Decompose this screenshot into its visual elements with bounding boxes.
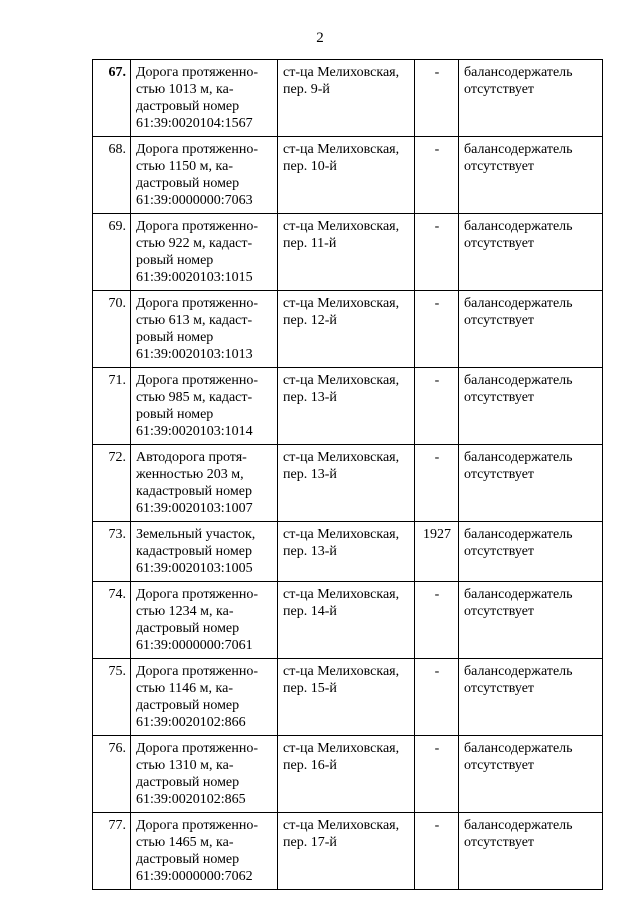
address-cell-line: пер. 10-й bbox=[283, 159, 337, 174]
object-name-cell-line: Дорога протяженно- bbox=[136, 65, 259, 80]
object-name-cell-line: 61:39:0000000:7062 bbox=[136, 869, 253, 884]
table-row bbox=[93, 137, 603, 214]
object-name-cell-line: стью 1234 м, ка- bbox=[136, 604, 234, 619]
address-cell bbox=[278, 445, 415, 522]
holder-cell-line: балансодержатель bbox=[464, 818, 573, 833]
row-number: 72. bbox=[93, 445, 131, 522]
holder-cell-line: отсутствует bbox=[464, 82, 535, 97]
row-number: 76. bbox=[93, 736, 131, 813]
address-cell-line: ст-ца Мелиховская, bbox=[283, 65, 400, 80]
object-name-cell-line: Дорога протяженно- bbox=[136, 664, 259, 679]
area-cell: - bbox=[415, 137, 459, 214]
holder-cell bbox=[459, 813, 603, 890]
object-name-cell-line: стью 1146 м, ка- bbox=[136, 681, 233, 696]
object-name-cell bbox=[131, 60, 278, 137]
address-cell-line: ст-ца Мелиховская, bbox=[283, 142, 400, 157]
object-name-cell-line: 61:39:0000000:7061 bbox=[136, 638, 253, 653]
object-name-cell-line: ровый номер bbox=[136, 253, 214, 268]
holder-cell bbox=[459, 60, 603, 137]
object-name-cell-line: дастровый номер bbox=[136, 621, 240, 636]
holder-cell-line: отсутствует bbox=[464, 681, 535, 696]
object-name-cell-line: Дорога протяженно- bbox=[136, 741, 259, 756]
holder-cell-line: отсутствует bbox=[464, 313, 535, 328]
holder-cell-line: отсутствует bbox=[464, 467, 535, 482]
object-name-cell bbox=[131, 291, 278, 368]
holder-cell-line: отсутствует bbox=[464, 236, 535, 251]
address-cell-line: пер. 16-й bbox=[283, 758, 337, 773]
holder-cell bbox=[459, 522, 603, 582]
address-cell bbox=[278, 368, 415, 445]
registry-table-body bbox=[93, 60, 603, 890]
object-name-cell-line: 61:39:0020103:1005 bbox=[136, 561, 253, 576]
object-name-cell-line: стью 1150 м, ка- bbox=[136, 159, 233, 174]
holder-cell-line: отсутствует bbox=[464, 390, 535, 405]
table-row bbox=[93, 582, 603, 659]
address-cell-line: пер. 17-й bbox=[283, 835, 337, 850]
holder-cell-line: отсутствует bbox=[464, 159, 535, 174]
area-cell: - bbox=[415, 368, 459, 445]
object-name-cell-line: 61:39:0020103:1014 bbox=[136, 424, 253, 439]
object-name-cell-line: Дорога протяженно- bbox=[136, 219, 259, 234]
object-name-cell-line: 61:39:0000000:7063 bbox=[136, 193, 253, 208]
address-cell bbox=[278, 736, 415, 813]
row-number: 70. bbox=[93, 291, 131, 368]
area-cell: - bbox=[415, 813, 459, 890]
address-cell-line: ст-ца Мелиховская, bbox=[283, 373, 400, 388]
row-number: 69. bbox=[93, 214, 131, 291]
holder-cell-line: отсутствует bbox=[464, 544, 535, 559]
address-cell-line: пер. 15-й bbox=[283, 681, 337, 696]
table-row bbox=[93, 736, 603, 813]
holder-cell bbox=[459, 137, 603, 214]
area-cell: - bbox=[415, 582, 459, 659]
row-number: 71. bbox=[93, 368, 131, 445]
object-name-cell-line: ровый номер bbox=[136, 330, 214, 345]
area-cell: - bbox=[415, 445, 459, 522]
holder-cell-line: балансодержатель bbox=[464, 527, 573, 542]
object-name-cell-line: 61:39:0020102:865 bbox=[136, 792, 246, 807]
address-cell bbox=[278, 60, 415, 137]
holder-cell-line: балансодержатель bbox=[464, 450, 573, 465]
object-name-cell-line: Дорога протяженно- bbox=[136, 373, 259, 388]
row-number: 75. bbox=[93, 659, 131, 736]
address-cell-line: пер. 13-й bbox=[283, 544, 337, 559]
holder-cell-line: отсутствует bbox=[464, 758, 535, 773]
holder-cell bbox=[459, 368, 603, 445]
holder-cell bbox=[459, 291, 603, 368]
address-cell-line: пер. 13-й bbox=[283, 390, 337, 405]
holder-cell-line: балансодержатель bbox=[464, 664, 573, 679]
holder-cell bbox=[459, 582, 603, 659]
object-name-cell-line: кадастровый номер bbox=[136, 544, 252, 559]
table-row bbox=[93, 214, 603, 291]
object-name-cell-line: дастровый номер bbox=[136, 99, 240, 114]
object-name-cell bbox=[131, 582, 278, 659]
address-cell-line: ст-ца Мелиховская, bbox=[283, 450, 400, 465]
area-cell: 1927 bbox=[415, 522, 459, 582]
address-cell bbox=[278, 291, 415, 368]
object-name-cell-line: стью 1465 м, ка- bbox=[136, 835, 234, 850]
holder-cell-line: отсутствует bbox=[464, 835, 535, 850]
object-name-cell-line: дастровый номер bbox=[136, 176, 240, 191]
table-row bbox=[93, 522, 603, 582]
object-name-cell-line: кадастровый номер bbox=[136, 484, 252, 499]
address-cell-line: ст-ца Мелиховская, bbox=[283, 664, 400, 679]
table-row bbox=[93, 291, 603, 368]
object-name-cell bbox=[131, 368, 278, 445]
object-name-cell bbox=[131, 522, 278, 582]
table-row bbox=[93, 60, 603, 137]
holder-cell bbox=[459, 659, 603, 736]
address-cell-line: пер. 14-й bbox=[283, 604, 337, 619]
address-cell-line: пер. 13-й bbox=[283, 467, 337, 482]
object-name-cell-line: дастровый номер bbox=[136, 852, 240, 867]
object-name-cell-line: 61:39:0020102:866 bbox=[136, 715, 246, 730]
object-name-cell-line: стью 922 м, кадаст- bbox=[136, 236, 253, 251]
object-name-cell-line: 61:39:0020103:1013 bbox=[136, 347, 253, 362]
table-row bbox=[93, 813, 603, 890]
object-name-cell bbox=[131, 214, 278, 291]
address-cell bbox=[278, 659, 415, 736]
object-name-cell-line: женностью 203 м, bbox=[136, 467, 244, 482]
table-row bbox=[93, 659, 603, 736]
area-cell: - bbox=[415, 736, 459, 813]
address-cell bbox=[278, 214, 415, 291]
address-cell-line: ст-ца Мелиховская, bbox=[283, 527, 400, 542]
object-name-cell-line: Дорога протяженно- bbox=[136, 818, 259, 833]
holder-cell-line: балансодержатель bbox=[464, 373, 573, 388]
holder-cell-line: балансодержатель bbox=[464, 587, 573, 602]
area-cell: - bbox=[415, 659, 459, 736]
address-cell-line: пер. 12-й bbox=[283, 313, 337, 328]
object-name-cell-line: дастровый номер bbox=[136, 698, 240, 713]
address-cell-line: пер. 11-й bbox=[283, 236, 337, 251]
object-name-cell-line: стью 1310 м, ка- bbox=[136, 758, 234, 773]
address-cell bbox=[278, 813, 415, 890]
address-cell-line: ст-ца Мелиховская, bbox=[283, 296, 400, 311]
object-name-cell-line: Дорога протяженно- bbox=[136, 142, 259, 157]
holder-cell-line: балансодержатель bbox=[464, 219, 573, 234]
address-cell bbox=[278, 522, 415, 582]
property-registry-table bbox=[92, 59, 603, 890]
address-cell bbox=[278, 582, 415, 659]
table-row bbox=[93, 368, 603, 445]
holder-cell bbox=[459, 736, 603, 813]
holder-cell bbox=[459, 445, 603, 522]
object-name-cell-line: ровый номер bbox=[136, 407, 214, 422]
object-name-cell bbox=[131, 813, 278, 890]
object-name-cell-line: стью 985 м, кадаст- bbox=[136, 390, 253, 405]
holder-cell-line: отсутствует bbox=[464, 604, 535, 619]
object-name-cell-line: стью 1013 м, ка- bbox=[136, 82, 234, 97]
row-number: 67. bbox=[93, 60, 131, 137]
address-cell-line: ст-ца Мелиховская, bbox=[283, 587, 400, 602]
area-cell: - bbox=[415, 60, 459, 137]
object-name-cell-line: 61:39:0020103:1007 bbox=[136, 501, 253, 516]
row-number: 73. bbox=[93, 522, 131, 582]
object-name-cell-line: Земельный участок, bbox=[136, 527, 256, 542]
object-name-cell-line: 61:39:0020103:1015 bbox=[136, 270, 253, 285]
object-name-cell bbox=[131, 736, 278, 813]
row-number: 68. bbox=[93, 137, 131, 214]
row-number: 74. bbox=[93, 582, 131, 659]
holder-cell-line: балансодержатель bbox=[464, 142, 573, 157]
address-cell-line: ст-ца Мелиховская, bbox=[283, 818, 400, 833]
row-number: 77. bbox=[93, 813, 131, 890]
object-name-cell bbox=[131, 445, 278, 522]
object-name-cell bbox=[131, 659, 278, 736]
object-name-cell-line: 61:39:0020104:1567 bbox=[136, 116, 253, 131]
object-name-cell bbox=[131, 137, 278, 214]
object-name-cell-line: Автодорога протя- bbox=[136, 450, 247, 465]
page-number: 2 bbox=[316, 30, 324, 46]
object-name-cell-line: стью 613 м, кадаст- bbox=[136, 313, 253, 328]
table-row bbox=[93, 445, 603, 522]
holder-cell-line: балансодержатель bbox=[464, 296, 573, 311]
holder-cell bbox=[459, 214, 603, 291]
address-cell-line: пер. 9-й bbox=[283, 82, 330, 97]
object-name-cell-line: Дорога протяженно- bbox=[136, 587, 259, 602]
address-cell-line: ст-ца Мелиховская, bbox=[283, 219, 400, 234]
object-name-cell-line: дастровый номер bbox=[136, 775, 240, 790]
address-cell bbox=[278, 137, 415, 214]
area-cell: - bbox=[415, 214, 459, 291]
holder-cell-line: балансодержатель bbox=[464, 65, 573, 80]
address-cell-line: ст-ца Мелиховская, bbox=[283, 741, 400, 756]
object-name-cell-line: Дорога протяженно- bbox=[136, 296, 259, 311]
area-cell: - bbox=[415, 291, 459, 368]
holder-cell-line: балансодержатель bbox=[464, 741, 573, 756]
